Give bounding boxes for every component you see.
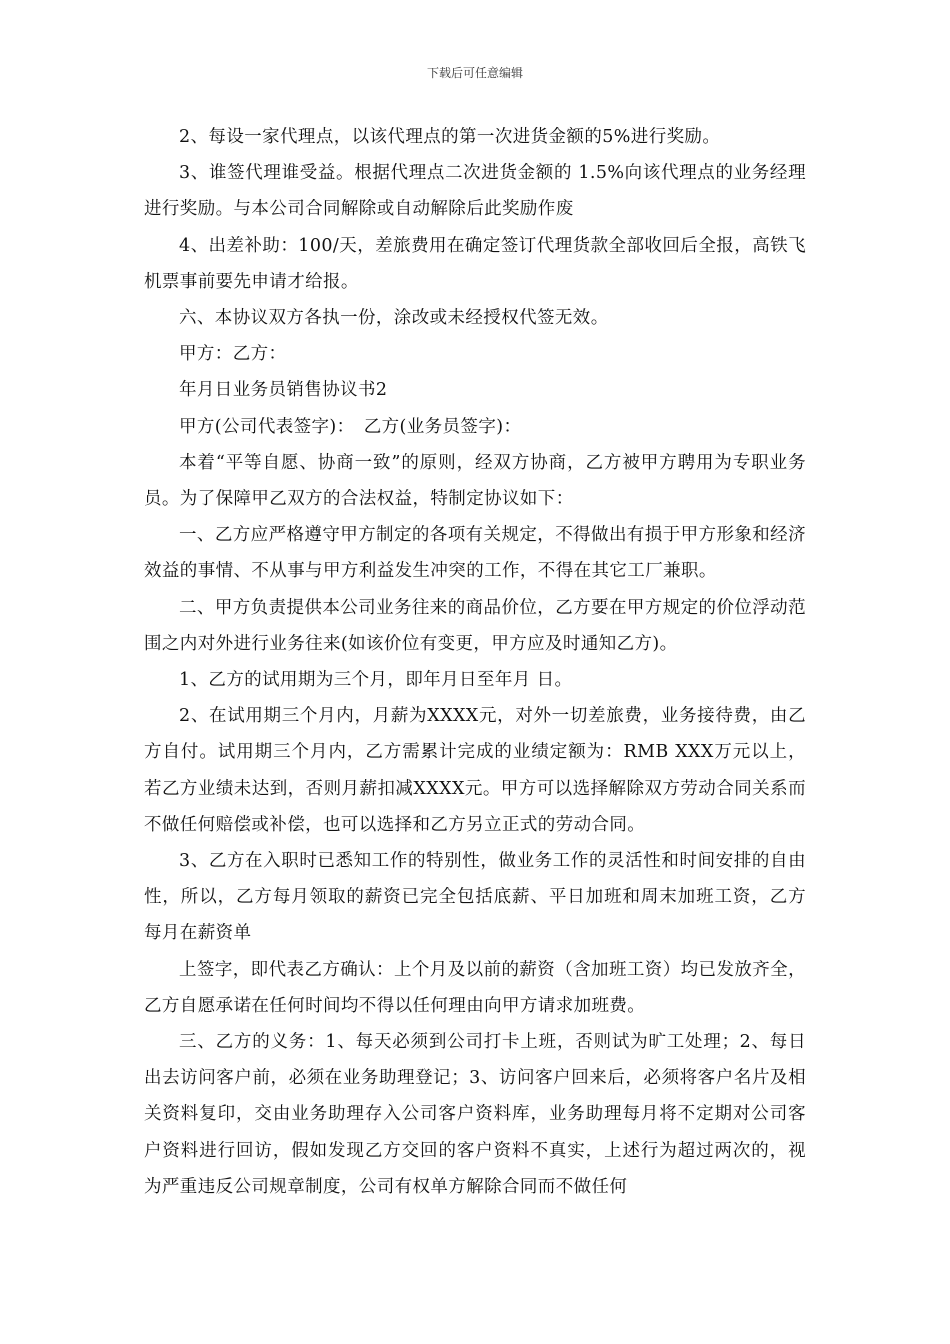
paragraph-clause-three-duties: 三、乙方的义务：1、每天必须到公司打卡上班，否则试为旷工处理；2、每日出去访问客户前，必须在业务助理登记；3、访问客户回来后，必须将客户名片及相关资料复印，交由业务助理存入公司客户资料库，业务助理每月将不定期对公司客户资料进行回访，假如发现乙方交回的客户资料不真实，上述行为超过两次的，视为严重违反公司规章制度，公司有权单方解除合同而不做任何 bbox=[144, 1032, 806, 1197]
page-header-note: 下载后可任意编辑 bbox=[426, 66, 523, 80]
paragraph-salary-confirmation: 上签字，即代表乙方确认：上个月及以前的薪资（含加班工资）均已发放齐全，乙方自愿承诺在任何时间均不得以任何理由向甲方请求加班费。 bbox=[144, 959, 806, 1016]
paragraph-probation-salary: 2、在试用期三个月内，月薪为XXXX元，对外一切差旅费，业务接待费，由乙方自付。试用期三个月内，乙方需累计完成的业绩定额为：RMB XXX万元以上，若乙方业绩未达到，否则月薪扣减XXXX元。甲方可以选择解除双方劳动合同关系而不做任何赔偿或补偿，也可以选择和乙方另立正式的劳动合同。 bbox=[144, 706, 806, 835]
paragraph-copies-clause: 六、本协议双方各执一份，涂改或未经授权代签无效。 bbox=[179, 308, 609, 329]
paragraph-clause-one: 一、乙方应严格遵守甲方制定的各项有关规定，不得做出有损于甲方形象和经济效益的事情、不从事与甲方利益发生冲突的工作，不得在其它工厂兼职。 bbox=[144, 525, 806, 582]
document-body bbox=[144, 119, 806, 1205]
paragraph-salary-inclusion: 3、乙方在入职时已悉知工作的特别性，做业务工作的灵活性和时间安排的自由性，所以，乙方每月领取的薪资已完全包括底薪、平日加班和周末加班工资，乙方每月在薪资单 bbox=[144, 851, 806, 944]
paragraph-probation-period: 1、乙方的试用期为三个月，即年月日至年月 日。 bbox=[179, 670, 573, 691]
paragraph-reward-first-order: 2、每设一家代理点，以该代理点的第一次进货金额的5%进行奖励。 bbox=[179, 127, 721, 147]
signature-line-representatives: 甲方(公司代表签字)： 乙方(业务员签字)： bbox=[179, 416, 522, 437]
signature-line-parties: 甲方：乙方： bbox=[179, 344, 287, 365]
paragraph-reward-manager: 3、谁签代理谁受益。根据代理点二次进货金额的 1.5%向该代理点的业务经理进行奖励。与本公司合同解除或自动解除后此奖励作废 bbox=[144, 163, 806, 220]
paragraph-clause-two: 二、甲方负责提供本公司业务往来的商品价位，乙方要在甲方规定的价位浮动范围之内对外进行业务往来(如该价位有变更，甲方应及时通知乙方)。 bbox=[144, 597, 806, 654]
paragraph-preamble: 本着“平等自愿、协商一致”的原则，经双方协商，乙方被甲方聘用为专职业务员。为了保障甲乙双方的合法权益，特制定协议如下： bbox=[144, 452, 806, 510]
agreement-title-2: 年月日业务员销售协议书2 bbox=[179, 380, 388, 401]
paragraph-travel-allowance: 4、出差补助：100/天，差旅费用在确定签订代理货款全部收回后全报，高铁飞机票事前要先申请才给报。 bbox=[144, 235, 806, 292]
